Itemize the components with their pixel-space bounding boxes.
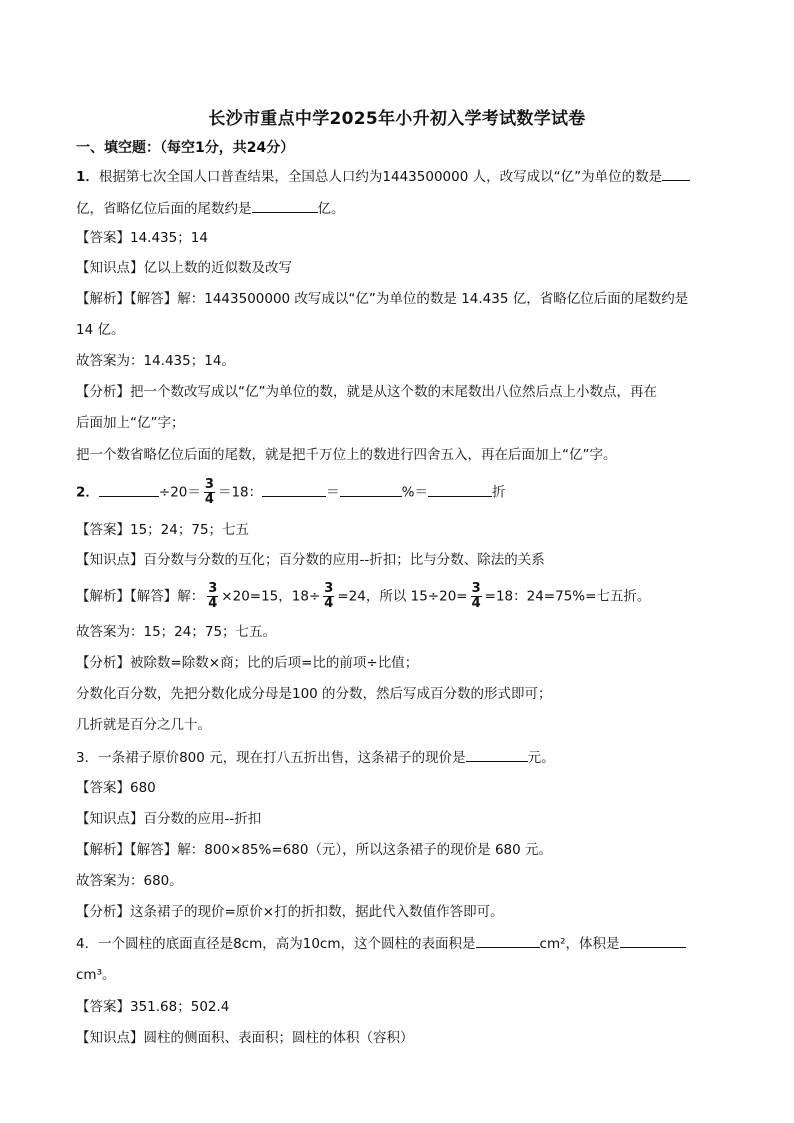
- conclusion-line: 故答案为：14.435；14。: [76, 353, 235, 369]
- analysis-line-cont: 14 亿。: [76, 322, 125, 338]
- question-text: 4．一个圆柱的底面直径是8cm，高为10cm，这个圆柱的表面积是: [76, 936, 476, 952]
- analysis-text: =24，所以 15÷20=: [337, 588, 468, 605]
- question-text: ＝18：: [217, 484, 263, 501]
- analysis-text: =18：24=75%=七五折。: [484, 588, 651, 605]
- fraction-three-quarters: [471, 582, 482, 611]
- fenxi-line-cont: 把一个数省略亿位后面的尾数，就是把千万位上的数进行四舍五入，再在后面加上“亿”字。: [76, 447, 617, 463]
- knowledge-line: 【知识点】百分数的应用--折扣: [76, 811, 262, 827]
- answer-line: 【答案】15；24；75；七五: [76, 522, 250, 538]
- analysis-text: ×20=15，18÷: [221, 588, 321, 605]
- answer-blank: [620, 933, 686, 948]
- fraction-denominator: 4: [324, 596, 334, 611]
- fraction-numerator: 3: [471, 581, 481, 596]
- question-number: 2．: [76, 484, 99, 501]
- fenxi-line: 【分析】这条裙子的现价=原价×打的折扣数，据此代入数值作答即可。: [76, 904, 504, 920]
- answer-blank: [428, 482, 492, 497]
- question-2-line: [76, 478, 505, 507]
- question-text: 元。: [527, 750, 555, 766]
- question-number: 1．: [76, 169, 99, 185]
- fraction-denominator: 4: [471, 596, 481, 611]
- answer-blank: [662, 166, 690, 181]
- question-text: ＝: [326, 484, 340, 501]
- answer-blank: [476, 933, 540, 948]
- question-text: ÷20＝: [158, 484, 201, 501]
- fraction-numerator: 3: [208, 581, 218, 596]
- question-text: %＝: [401, 484, 428, 501]
- answer-blank: [99, 482, 159, 497]
- question-1-line-2: [76, 198, 345, 219]
- page-title: 长沙市重点中学2025年小升初入学考试数学试卷: [208, 109, 586, 129]
- fraction-numerator: 3: [324, 581, 334, 596]
- fenxi-line-cont: 后面加上“亿”字；: [76, 415, 185, 431]
- fenxi-line: 【分析】被除数=除数×商；比的后项=比的前项÷比值；: [76, 655, 419, 671]
- analysis-label: 【解析】【解答】解：: [76, 588, 205, 605]
- question-text: 根据第七次全国人口普查结果，全国总人口约为1443500000 人，改写成以“亿”为单位的数是: [98, 169, 663, 185]
- section-heading-fill-blank: 一、填空题：（每空1分，共24分）: [76, 140, 295, 156]
- fenxi-line: 【分析】把一个数改写成以“亿”为单位的数，就是从这个数的末尾数出八位然后点上小数点，再在: [76, 384, 657, 400]
- analysis-line: 【解析】【解答】解：800×85%=680（元），所以这条裙子的现价是 680 元。: [76, 842, 553, 858]
- answer-line: 【答案】14.435；14: [76, 230, 208, 246]
- question-text: 亿。: [317, 201, 345, 217]
- question-text: 3．一条裙子原价800 元，现在打八五折出售，这条裙子的现价是: [76, 750, 466, 766]
- analysis-line: 【解析】【解答】解：1443500000 改写成以“亿”为单位的数是 14.435 亿，省略亿位后面的尾数约是: [76, 291, 689, 307]
- fraction-denominator: 4: [204, 492, 214, 507]
- question-text: 折: [491, 484, 506, 501]
- conclusion-line: 故答案为：680。: [76, 873, 183, 889]
- answer-blank: [340, 482, 402, 497]
- knowledge-line: 【知识点】圆柱的侧面积、表面积；圆柱的体积（容积）: [76, 1030, 414, 1046]
- question-4-line-1: [76, 933, 686, 954]
- fraction-three-quarters: [323, 582, 334, 611]
- fraction-numerator: 3: [204, 477, 214, 492]
- fraction-three-quarters: [207, 582, 218, 611]
- knowledge-line: 【知识点】亿以上数的近似数及改写: [76, 260, 292, 276]
- answer-blank: [262, 482, 326, 497]
- conclusion-line: 故答案为：15；24；75；七五。: [76, 624, 277, 640]
- question-text: cm²，体积是: [539, 936, 620, 952]
- answer-line: 【答案】351.68；502.4: [76, 999, 230, 1015]
- answer-line: 【答案】680: [76, 780, 156, 796]
- fraction-denominator: 4: [208, 596, 218, 611]
- fraction-three-quarters: [204, 478, 215, 507]
- question-1-line-1: [76, 166, 690, 187]
- fenxi-line-cont: 几折就是百分之几十。: [76, 717, 211, 733]
- fenxi-line-cont: 分数化百分数，先把分数化成分母是100 的分数，然后写成百分数的形式即可；: [76, 686, 552, 702]
- answer-blank: [252, 198, 318, 213]
- analysis-line: [76, 582, 650, 611]
- question-4-line-2: cm³。: [76, 967, 116, 983]
- question-3-line: [76, 747, 555, 768]
- knowledge-line: 【知识点】百分数与分数的互化；百分数的应用--折扣；比与分数、除法的关系: [76, 552, 545, 568]
- question-text: 亿，省略亿位后面的尾数约是: [76, 201, 252, 217]
- answer-blank: [466, 747, 528, 762]
